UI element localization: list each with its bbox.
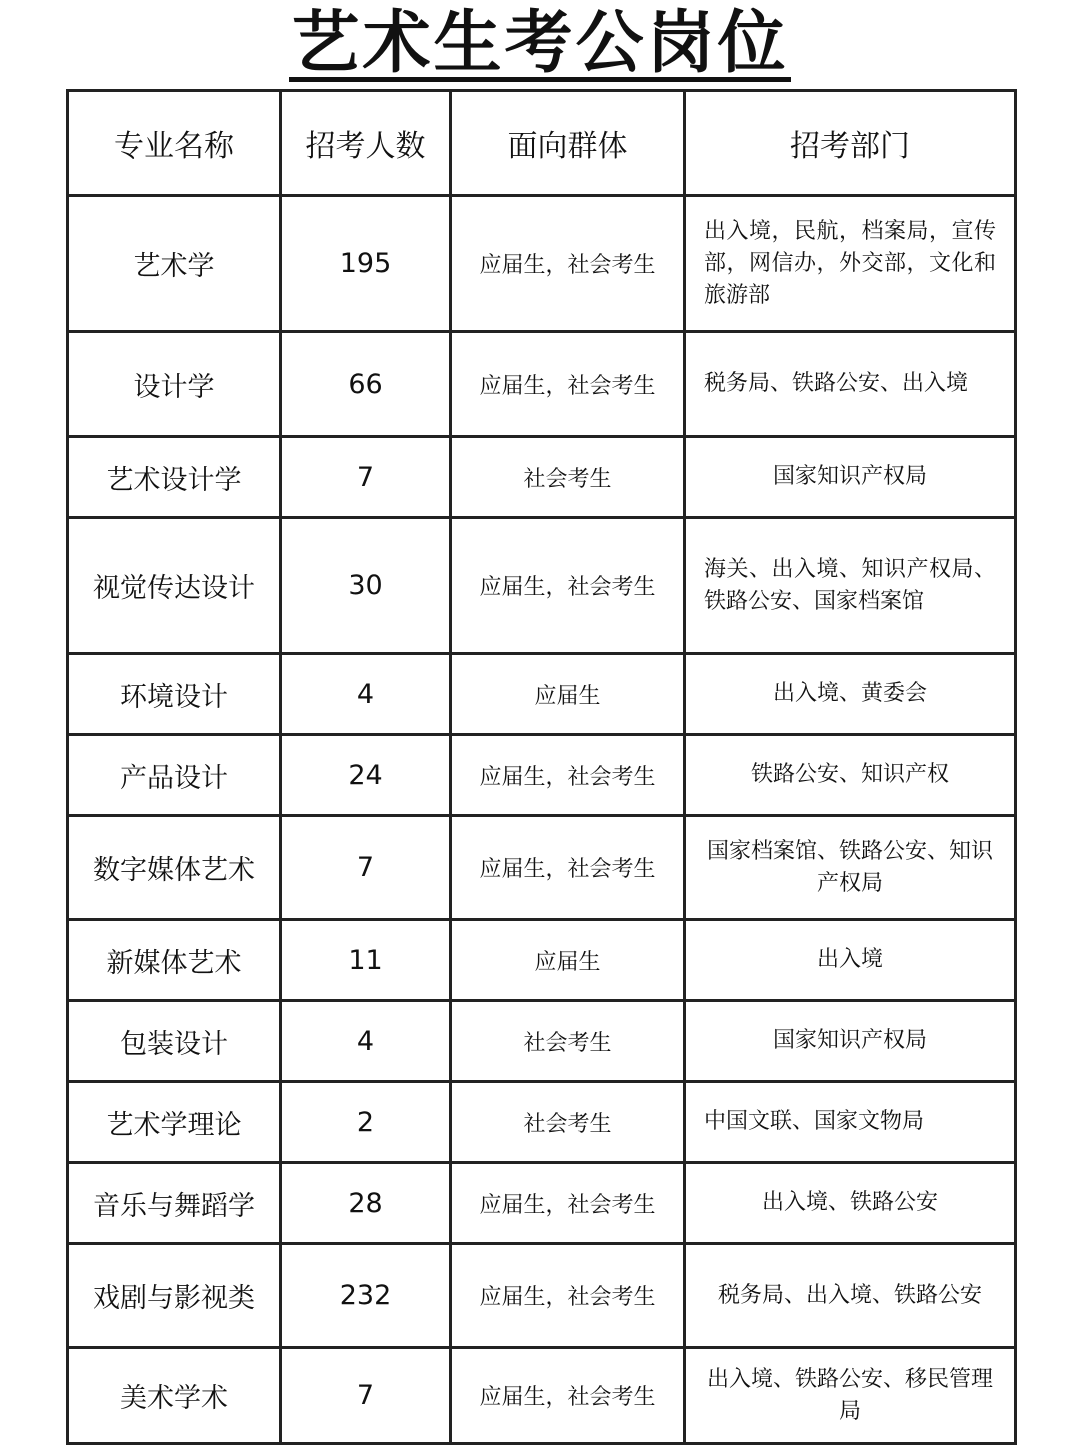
group-cell: 应届生 xyxy=(451,654,685,735)
group-cell: 社会考生 xyxy=(451,437,685,518)
count-cell: 7 xyxy=(281,816,451,920)
group-cell: 应届生，社会考生 xyxy=(451,196,685,332)
group-cell: 应届生，社会考生 xyxy=(451,816,685,920)
count-cell: 7 xyxy=(281,1348,451,1444)
major-cell: 艺术设计学 xyxy=(68,437,281,518)
header-count: 招考人数 xyxy=(281,91,451,196)
group-cell: 应届生 xyxy=(451,920,685,1001)
major-cell: 视觉传达设计 xyxy=(68,518,281,654)
table-row xyxy=(68,196,1016,332)
group-cell: 应届生，社会考生 xyxy=(451,332,685,437)
dept-cell: 税务局、出入境、铁路公安 xyxy=(685,1244,1016,1348)
dept-cell: 国家知识产权局 xyxy=(685,437,1016,518)
group-cell: 应届生，社会考生 xyxy=(451,1163,685,1244)
group-cell: 社会考生 xyxy=(451,1001,685,1082)
table-row xyxy=(68,920,1016,1001)
count-cell: 11 xyxy=(281,920,451,1001)
table-header-row xyxy=(68,91,1016,196)
group-cell: 应届生，社会考生 xyxy=(451,1348,685,1444)
group-cell: 应届生，社会考生 xyxy=(451,518,685,654)
count-cell: 24 xyxy=(281,735,451,816)
count-cell: 66 xyxy=(281,332,451,437)
table-row xyxy=(68,1163,1016,1244)
major-cell: 艺术学 xyxy=(68,196,281,332)
major-cell: 环境设计 xyxy=(68,654,281,735)
major-cell: 艺术学理论 xyxy=(68,1082,281,1163)
dept-cell: 出入境 xyxy=(685,920,1016,1001)
major-cell: 新媒体艺术 xyxy=(68,920,281,1001)
dept-cell: 国家知识产权局 xyxy=(685,1001,1016,1082)
major-cell: 数字媒体艺术 xyxy=(68,816,281,920)
count-cell: 195 xyxy=(281,196,451,332)
table-row xyxy=(68,654,1016,735)
table-row xyxy=(68,1001,1016,1082)
table-row xyxy=(68,735,1016,816)
header-dept: 招考部门 xyxy=(685,91,1016,196)
page-title-text: 艺术生考公岗位 xyxy=(291,4,789,83)
dept-cell: 税务局、铁路公安、出入境 xyxy=(685,332,1016,437)
dept-cell: 海关、出入境、知识产权局、铁路公安、国家档案馆 xyxy=(685,518,1016,654)
count-cell: 28 xyxy=(281,1163,451,1244)
major-cell: 美术学术 xyxy=(68,1348,281,1444)
count-cell: 2 xyxy=(281,1082,451,1163)
table-row xyxy=(68,1348,1016,1444)
major-cell: 包装设计 xyxy=(68,1001,281,1082)
count-cell: 232 xyxy=(281,1244,451,1348)
dept-cell: 国家档案馆、铁路公安、知识产权局 xyxy=(685,816,1016,920)
dept-cell: 出入境，民航，档案局，宣传部，网信办，外交部，文化和旅游部 xyxy=(685,196,1016,332)
recruitment-table xyxy=(66,89,1017,1445)
dept-cell: 出入境、黄委会 xyxy=(685,654,1016,735)
table-row xyxy=(68,437,1016,518)
header-major: 专业名称 xyxy=(68,91,281,196)
group-cell: 应届生，社会考生 xyxy=(451,1244,685,1348)
major-cell: 产品设计 xyxy=(68,735,281,816)
count-cell: 4 xyxy=(281,654,451,735)
page-title xyxy=(0,4,1080,84)
group-cell: 社会考生 xyxy=(451,1082,685,1163)
major-cell: 音乐与舞蹈学 xyxy=(68,1163,281,1244)
table-row xyxy=(68,518,1016,654)
major-cell: 设计学 xyxy=(68,332,281,437)
count-cell: 30 xyxy=(281,518,451,654)
group-cell: 应届生，社会考生 xyxy=(451,735,685,816)
dept-cell: 出入境、铁路公安、移民管理局 xyxy=(685,1348,1016,1444)
table-row xyxy=(68,1244,1016,1348)
major-cell: 戏剧与影视类 xyxy=(68,1244,281,1348)
count-cell: 7 xyxy=(281,437,451,518)
header-group: 面向群体 xyxy=(451,91,685,196)
count-cell: 4 xyxy=(281,1001,451,1082)
dept-cell: 出入境、铁路公安 xyxy=(685,1163,1016,1244)
table-row xyxy=(68,1082,1016,1163)
table-row xyxy=(68,816,1016,920)
dept-cell: 铁路公安、知识产权 xyxy=(685,735,1016,816)
dept-cell: 中国文联、国家文物局 xyxy=(685,1082,1016,1163)
table-row xyxy=(68,332,1016,437)
